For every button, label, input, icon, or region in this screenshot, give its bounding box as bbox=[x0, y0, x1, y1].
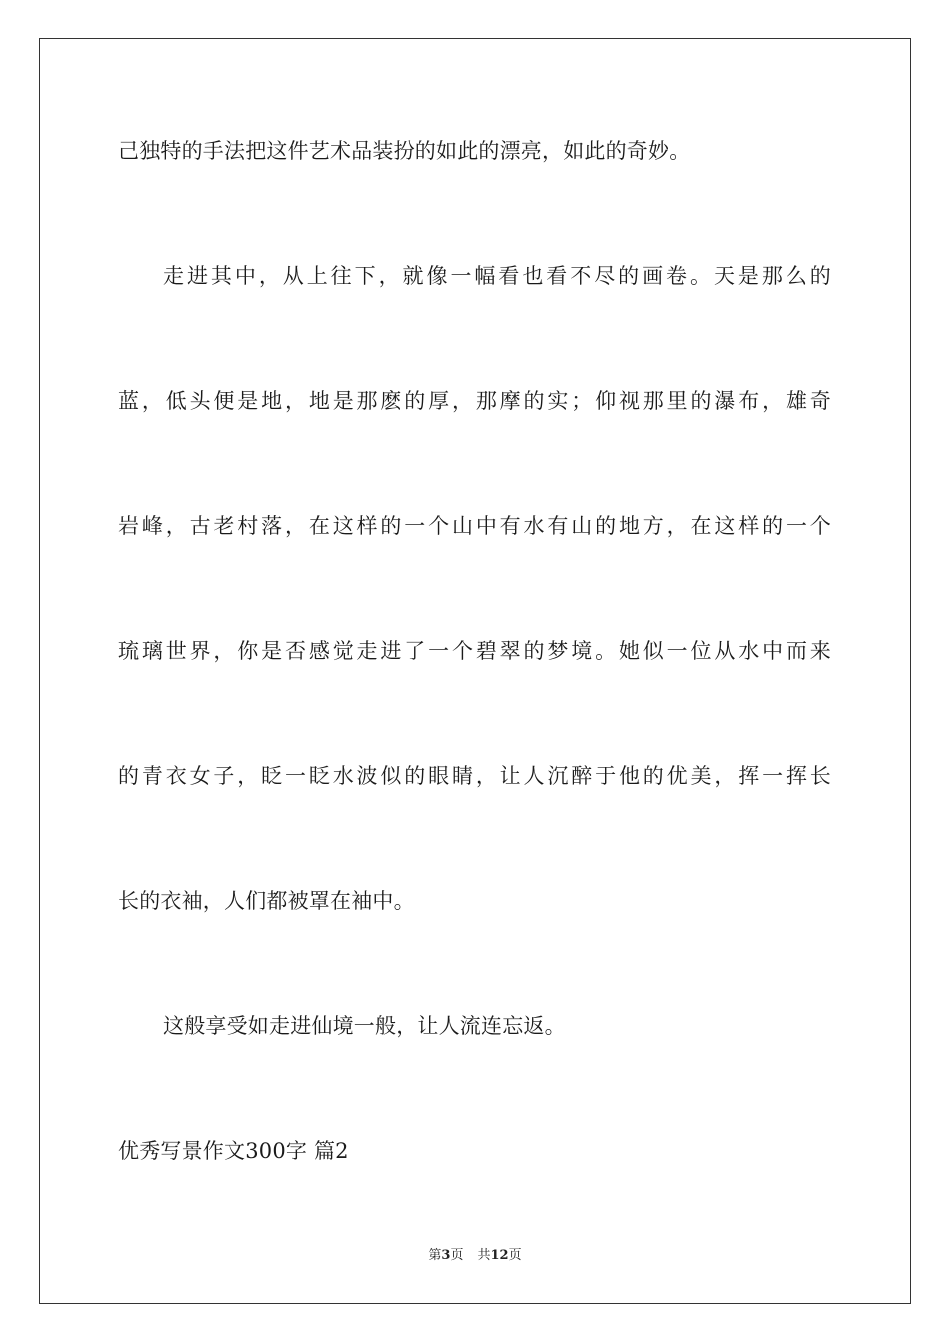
page-border bbox=[39, 38, 911, 1304]
paragraph-line-7: 长的衣袖，人们都被罩在袖中。 bbox=[118, 889, 415, 913]
paragraph-line-1: 己独特的手法把这件艺术品装扮的如此的漂亮，如此的奇妙。 bbox=[118, 139, 691, 163]
paragraph-line-6: 的青衣女子，眨一眨水波似的眼睛，让人沉醉于他的优美，挥一挥长 bbox=[118, 764, 831, 788]
footer-page-total: 12 bbox=[490, 1248, 509, 1263]
paragraph-line-8: 这般享受如走进仙境一般，让人流连忘返。 bbox=[163, 1014, 566, 1038]
footer-total-suffix: 页 bbox=[508, 1248, 522, 1263]
footer-page-suffix: 页 bbox=[450, 1248, 464, 1263]
paragraph-line-3: 蓝，低头便是地，地是那麽的厚，那摩的实；仰视那里的瀑布，雄奇 bbox=[118, 389, 831, 413]
paragraph-line-4: 岩峰，古老村落，在这样的一个山中有水有山的地方，在这样的一个 bbox=[118, 514, 831, 538]
footer-page-prefix: 第 bbox=[428, 1248, 442, 1263]
footer-total-prefix: 共 bbox=[477, 1248, 491, 1263]
paragraph-line-5: 琉璃世界，你是否感觉走进了一个碧翠的梦境。她似一位从水中而来 bbox=[118, 639, 831, 663]
footer-page-current: 3 bbox=[441, 1248, 451, 1263]
paragraph-line-2: 走进其中，从上往下，就像一幅看也看不尽的画卷。天是那么的 bbox=[163, 264, 831, 288]
page-footer bbox=[0, 1248, 950, 1264]
section-heading: 优秀写景作文300字 篇2 bbox=[118, 1139, 349, 1163]
